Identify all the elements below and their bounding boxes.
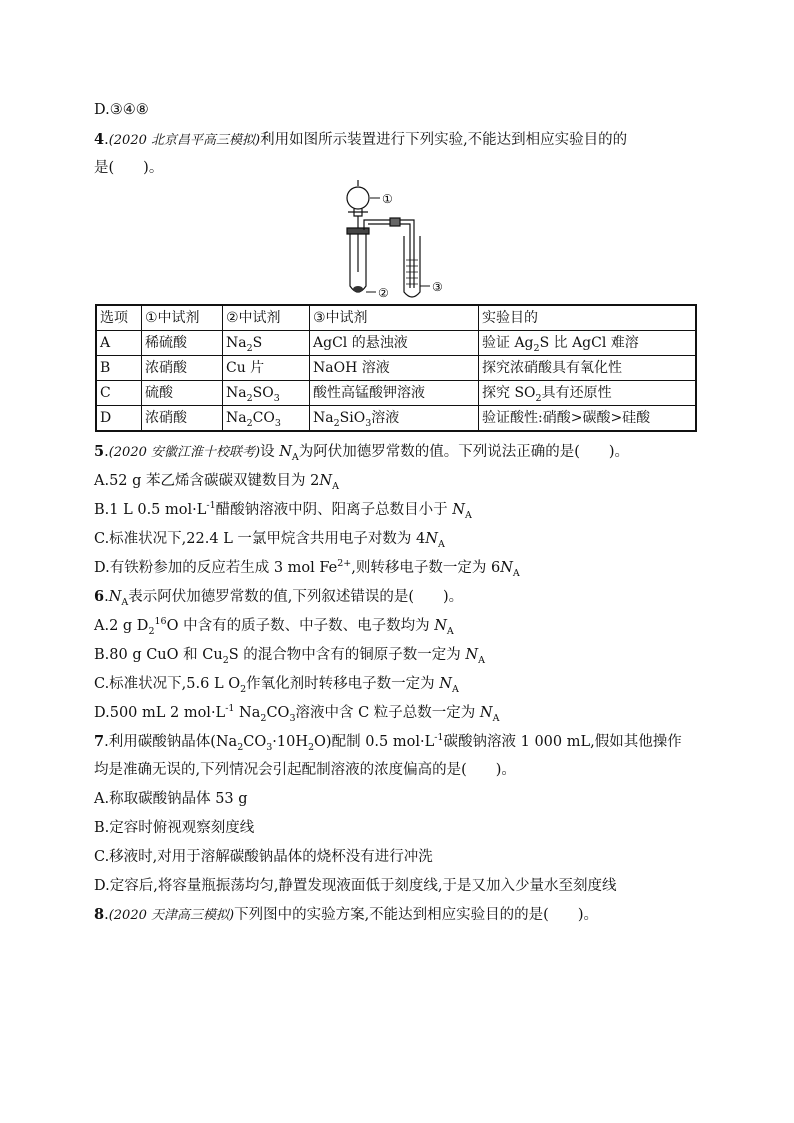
reagent-table	[95, 304, 697, 432]
q5-source: (2020 安徽江淮十校联考)	[108, 445, 261, 460]
delivery-tube	[364, 218, 414, 288]
q7-option-b: B.定容时俯视观察刻度线	[94, 820, 255, 836]
q6-number: 6	[94, 588, 105, 605]
cell-option: A	[96, 331, 142, 356]
q6-stem: $6.N_A$表示阿伏加德罗常数的值,下列叙述错误的是( )。	[94, 588, 464, 608]
label-2: ②	[378, 286, 389, 300]
cell-reagent-2: $Na_2CO_3$	[223, 406, 310, 432]
header-purpose: 实验目的	[479, 305, 697, 331]
q5-number: 5	[94, 443, 105, 460]
q4-number: 4	[94, 131, 105, 148]
q7-option-c: C.移液时,对用于溶解碳酸钠晶体的烧杯没有进行冲洗	[94, 849, 433, 865]
q8-source: (2020 天津高三模拟)	[108, 908, 235, 923]
cell-reagent-2: $Na_2S$	[223, 331, 310, 356]
table-header-row	[96, 305, 696, 331]
absorption-test-tube	[404, 236, 420, 297]
header-reagent-3: ③中试剂	[310, 305, 479, 331]
header-reagent-1: ①中试剂	[142, 305, 223, 331]
q5-stem: 5.(2020 安徽江淮十校联考)设 $N_A$为阿伏加德罗常数的值。下列说法正确的是( )。	[94, 443, 630, 463]
q6-option-c: C.标准状况下,5.6 L $O_2$作氧化剂时转移电子数一定为 $N_A$	[94, 676, 459, 695]
cell-reagent-3: AgCl 的悬浊液	[310, 331, 479, 356]
q5-option-c: C.标准状况下,22.4 L 一氯甲烷含共用电子对数为 $4N_A$	[94, 531, 445, 550]
cell-purpose: 探究 $SO_2$具有还原性	[479, 381, 697, 406]
table-row	[96, 406, 696, 432]
q4-stem-line1: 4.(2020 北京昌平高三模拟)利用如图所示装置进行下列实验,不能达到相应实验目的的	[94, 131, 628, 148]
q8-stem: 8.(2020 天津高三模拟)下列图中的实验方案,不能达到相应实验目的的是( )。	[94, 906, 598, 923]
reagent-2-solid	[353, 286, 363, 292]
cell-option: C	[96, 381, 142, 406]
cell-reagent-1: 浓硝酸	[142, 406, 223, 432]
q7-option-a: A.称取碳酸钠晶体 53 g	[94, 791, 248, 807]
header-reagent-2: ②中试剂	[223, 305, 310, 331]
cell-reagent-3: NaOH 溶液	[310, 356, 479, 381]
q4-stem-line2: 是( )。	[94, 160, 164, 176]
q5-option-b: B.1 L 0.5 $mol\cdot L^{-1}$醋酸钠溶液中阴、阳离子总数目小于 $N_A$	[94, 500, 472, 521]
q7-option-d: D.定容后,将容量瓶振荡均匀,静置发现液面低于刻度线,于是又加入少量水至刻度线	[94, 878, 617, 894]
cell-purpose: 验证酸性:硝酸>碳酸>硅酸	[479, 406, 697, 432]
cell-reagent-1: 稀硫酸	[142, 331, 223, 356]
cell-reagent-2: $Na_2SO_3$	[223, 381, 310, 406]
cell-reagent-2: Cu 片	[223, 356, 310, 381]
q4-stem-text: 利用如图所示装置进行下列实验,不能达到相应实验目的的	[260, 132, 628, 148]
cell-reagent-3: $Na_2SiO_3$溶液	[310, 406, 479, 432]
q4-source: (2020 北京昌平高三模拟)	[108, 133, 261, 148]
cell-reagent-1: 硫酸	[142, 381, 223, 406]
cell-option: D	[96, 406, 142, 432]
q6-option-a: A.2 g $D_2^{16}O$ 中含有的质子数、中子数、电子数均为 $N_A$	[94, 616, 454, 637]
cell-reagent-3: 酸性高锰酸钾溶液	[310, 381, 479, 406]
q7-number: 7	[94, 733, 105, 750]
q5-option-d: D.有铁粉参加的反应若生成 3 mol $Fe^{2+}$,则转移电子数一定为 $6N_A$	[94, 558, 520, 579]
apparatus-diagram	[330, 176, 460, 302]
q6-option-d: D.500 mL 2 $mol\cdot L^{-1}$ $Na_2CO_3$溶液中含 C 粒子总数一定为 $N_A$	[94, 703, 500, 724]
table-row	[96, 331, 696, 356]
label-3: ③	[432, 280, 443, 294]
label-1: ①	[382, 192, 393, 206]
q5-option-a: A.52 g 苯乙烯含碳碳双键数目为 $2N_A$	[94, 473, 339, 492]
table-row	[96, 356, 696, 381]
q7-stem-line1: 7.利用碳酸钠晶体$(Na_2CO_3\cdot 10H_2O)$配制 0.5 $mol\cdot L^{-1}$碳酸钠溶液 1 000 mL,假如其他操作	[94, 732, 682, 753]
cell-purpose: 验证 $Ag_2S$ 比 AgCl 难溶	[479, 331, 697, 356]
q8-number: 8	[94, 906, 105, 923]
cell-purpose: 探究浓硝酸具有氧化性	[479, 356, 697, 381]
table-row	[96, 381, 696, 406]
cell-reagent-1: 浓硝酸	[142, 356, 223, 381]
cell-option: B	[96, 356, 142, 381]
header-option: 选项	[96, 305, 142, 331]
q3-option-d: D.③④⑧	[94, 102, 149, 118]
q6-option-b: B.80 g CuO 和 $Cu_2S$ 的混合物中含有的铜原子数一定为 $N_A$	[94, 647, 485, 666]
q7-stem-line2: 均是准确无误的,下列情况会引起配制溶液的浓度偏高的是( )。	[94, 762, 516, 778]
